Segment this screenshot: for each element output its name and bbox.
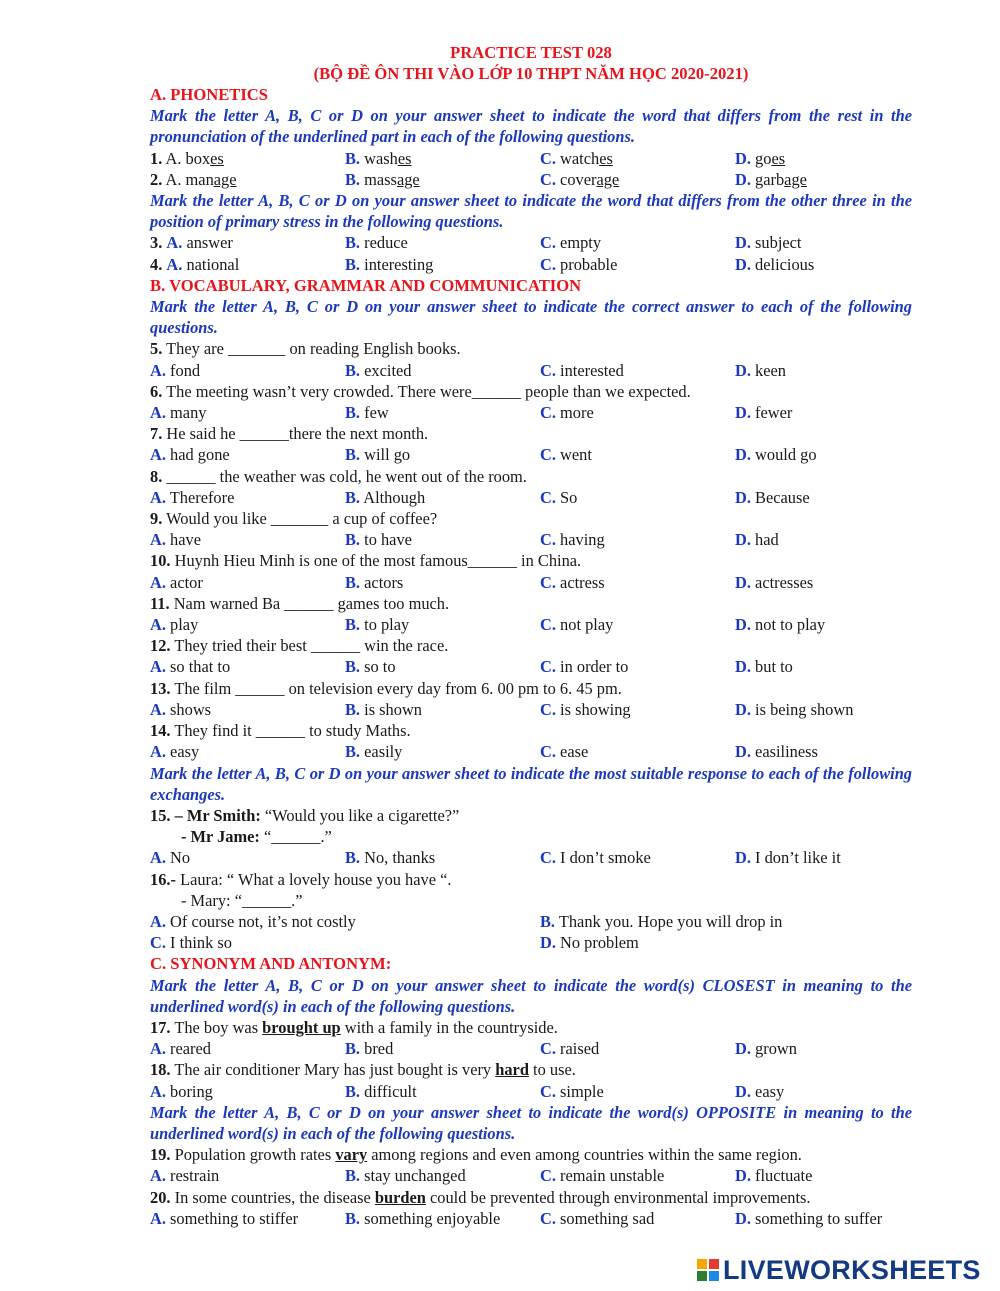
option-11a[interactable]: A. play	[150, 615, 199, 635]
question-10-stem: 10. Huynh Hieu Minh is one of the most famous______ in China.	[150, 551, 582, 571]
option-1a[interactable]: 1. A. boxes	[150, 148, 224, 168]
option-4a[interactable]: 4. A. national	[150, 254, 240, 274]
option-12d[interactable]: D. but to	[735, 657, 793, 677]
option-1b[interactable]: B. washes	[345, 148, 412, 168]
logo-text: LIVEWORKSHEETS	[723, 1254, 981, 1285]
question-17-options	[150, 1038, 912, 1059]
question-2	[150, 169, 912, 190]
option-9c[interactable]: C. having	[540, 530, 605, 550]
option-6a[interactable]: A. many	[150, 403, 207, 423]
option-4c[interactable]: C. probable	[540, 254, 618, 274]
option-20a[interactable]: A. something to stiffer	[150, 1208, 299, 1228]
option-3b[interactable]: B. reduce	[345, 233, 408, 253]
option-7c[interactable]: C. went	[540, 445, 592, 465]
question-5-stem: 5. They are _______ on reading English books.	[150, 339, 461, 359]
question-15-options	[150, 847, 912, 868]
option-10c[interactable]: C. actress	[540, 572, 605, 592]
page-subtitle: (BỘ ĐỀ ÔN THI VÀO LỚP 10 THPT NĂM HỌC 2020-2021)	[313, 64, 749, 83]
question-9-options	[150, 529, 912, 550]
question-19-stem: 19. Population growth rates vary among regions and even among countries within the same region.	[150, 1145, 802, 1165]
logo-square-4	[709, 1271, 719, 1281]
question-10-options	[150, 572, 912, 593]
instruction-opposite: Mark the letter A, B, C or D on your answer sheet to indicate the word(s) OPPOSITE in meaning to the underlined word(s) in each of the following questions.	[150, 1102, 912, 1143]
option-9a[interactable]: A. have	[150, 530, 201, 550]
option-11c[interactable]: C. not play	[540, 615, 614, 635]
question-6-options	[150, 402, 912, 423]
option-20b[interactable]: B. something enjoyable	[345, 1208, 501, 1228]
option-7b[interactable]: B. will go	[345, 445, 411, 465]
question-11-options	[150, 614, 912, 635]
option-10d[interactable]: D. actresses	[735, 572, 814, 592]
option-6c[interactable]: C. more	[540, 403, 594, 423]
option-18b[interactable]: B. difficult	[345, 1081, 417, 1101]
option-19b[interactable]: B. stay unchanged	[345, 1166, 466, 1186]
worksheet-page	[150, 42, 912, 1229]
question-20-options	[150, 1208, 912, 1229]
option-16c[interactable]: C. I think so	[150, 933, 232, 953]
option-9d[interactable]: D. had	[735, 530, 779, 550]
option-3c[interactable]: C. empty	[540, 233, 602, 253]
question-15-line-2: - Mr Jame: “______.”	[181, 827, 332, 847]
logo-square-1	[697, 1259, 707, 1269]
question-19-options	[150, 1165, 912, 1186]
option-6b[interactable]: B. few	[345, 403, 389, 423]
section-heading-synonym-antonym: C. SYNONYM AND ANTONYM:	[150, 954, 392, 974]
option-17d[interactable]: D. grown	[735, 1039, 797, 1059]
option-20c[interactable]: C. something sad	[540, 1208, 655, 1228]
option-17c[interactable]: C. raised	[540, 1039, 600, 1059]
option-5b[interactable]: B. excited	[345, 360, 412, 380]
question-1	[150, 148, 912, 169]
option-18a[interactable]: A. boring	[150, 1081, 213, 1101]
logo-square-2	[709, 1259, 719, 1269]
option-9b[interactable]: B. to have	[345, 530, 412, 550]
option-3a[interactable]: 3. A. answer	[150, 233, 233, 253]
instruction-stress: Mark the letter A, B, C or D on your answer sheet to indicate the word that differs from the other three in the position of primary stress in the following questions.	[150, 191, 912, 232]
option-14a[interactable]: A. easy	[150, 742, 200, 762]
question-7-options	[150, 444, 912, 465]
logo-grid-icon	[697, 1259, 719, 1281]
option-7d[interactable]: D. would go	[735, 445, 817, 465]
option-13d[interactable]: D. is being shown	[735, 699, 854, 719]
question-16-options-row-2	[150, 932, 912, 953]
option-18d[interactable]: D. easy	[735, 1081, 785, 1101]
option-17a[interactable]: A. reared	[150, 1039, 211, 1059]
instruction-response: Mark the letter A, B, C or D on your answer sheet to indicate the most suitable response to each of the following exchanges.	[150, 763, 912, 804]
option-8b[interactable]: B. Although	[345, 487, 426, 507]
option-5a[interactable]: A. fond	[150, 360, 201, 380]
option-14d[interactable]: D. easiliness	[735, 742, 818, 762]
page-title: PRACTICE TEST 028	[450, 43, 612, 62]
logo-square-3	[697, 1271, 707, 1281]
question-17-stem: 17. The boy was brought up with a family in the countryside.	[150, 1017, 558, 1037]
option-15d[interactable]: D. I don’t like it	[735, 848, 841, 868]
option-2d[interactable]: D. garbage	[735, 169, 807, 189]
question-8-options	[150, 487, 912, 508]
question-18-options	[150, 1081, 912, 1102]
option-8d[interactable]: D. Because	[735, 487, 810, 507]
option-19a[interactable]: A. restrain	[150, 1166, 220, 1186]
option-10a[interactable]: A. actor	[150, 572, 203, 592]
question-11-stem: 11. Nam warned Ba ______ games too much.	[150, 593, 450, 613]
question-14-stem: 14. They find it ______ to study Maths.	[150, 721, 411, 741]
question-20-stem: 20. In some countries, the disease burden could be prevented through environmental improvements.	[150, 1187, 811, 1207]
option-13a[interactable]: A. shows	[150, 699, 212, 719]
option-12b[interactable]: B. so to	[345, 657, 396, 677]
question-16-line-1: 16.- Laura: “ What a lovely house you have “.	[150, 869, 452, 889]
option-5c[interactable]: C. interested	[540, 360, 624, 380]
option-15b[interactable]: B. No, thanks	[345, 848, 436, 868]
option-19c[interactable]: C. remain unstable	[540, 1166, 665, 1186]
option-4d[interactable]: D. delicious	[735, 254, 815, 274]
option-15a[interactable]: A. No	[150, 848, 191, 868]
question-6-stem: 6. The meeting wasn’t very crowded. There were______ people than we expected.	[150, 381, 691, 401]
option-1c[interactable]: C. watches	[540, 148, 613, 168]
option-10b[interactable]: B. actors	[345, 572, 404, 592]
option-6d[interactable]: D. fewer	[735, 403, 793, 423]
option-8a[interactable]: A. Therefore	[150, 487, 235, 507]
option-4b[interactable]: B. interesting	[345, 254, 434, 274]
question-14-options	[150, 741, 912, 762]
question-12-options	[150, 656, 912, 677]
option-13c[interactable]: C. is showing	[540, 699, 631, 719]
option-11b[interactable]: B. to play	[345, 615, 410, 635]
question-7-stem: 7. He said he ______there the next month.	[150, 424, 429, 444]
option-16d[interactable]: D. No problem	[540, 933, 639, 953]
option-8c[interactable]: C. So	[540, 487, 578, 507]
question-13-options	[150, 699, 912, 720]
question-8-stem: 8. ______ the weather was cold, he went out of the room.	[150, 466, 527, 486]
question-16-line-2: - Mary: “______.”	[181, 890, 303, 910]
section-heading-vocabulary: B. VOCABULARY, GRAMMAR AND COMMUNICATION	[150, 275, 582, 295]
option-2b[interactable]: B. massage	[345, 169, 420, 189]
option-2c[interactable]: C. coverage	[540, 169, 620, 189]
question-15-line-1: 15. – Mr Smith: “Would you like a cigarette?”	[150, 805, 460, 825]
question-16-options-row-1	[150, 911, 912, 932]
question-9-stem: 9. Would you like _______ a cup of coffee?	[150, 509, 438, 529]
instruction-correct-answer: Mark the letter A, B, C or D on your answer sheet to indicate the correct answer to each of the following questions.	[150, 297, 912, 338]
option-14c[interactable]: C. ease	[540, 742, 589, 762]
option-12c[interactable]: C. in order to	[540, 657, 629, 677]
option-20d[interactable]: D. something to suffer	[735, 1208, 883, 1228]
option-15c[interactable]: C. I don’t smoke	[540, 848, 651, 868]
question-13-stem: 13. The film ______ on television every day from 6. 00 pm to 6. 45 pm.	[150, 678, 622, 698]
question-18-stem: 18. The air conditioner Mary has just bought is very hard to use.	[150, 1060, 576, 1080]
question-12-stem: 12. They tried their best ______ win the race.	[150, 636, 449, 656]
option-19d[interactable]: D. fluctuate	[735, 1166, 813, 1186]
section-heading-phonetics: A. PHONETICS	[150, 85, 269, 104]
instruction-closest: Mark the letter A, B, C or D on your answer sheet to indicate the word(s) CLOSEST in meaning to the underlined word(s) in each of the following questions.	[150, 975, 912, 1016]
option-2a[interactable]: 2. A. manage	[150, 169, 237, 189]
option-16b[interactable]: B. Thank you. Hope you will drop in	[540, 911, 783, 931]
option-14b[interactable]: B. easily	[345, 742, 403, 762]
question-5-options	[150, 360, 912, 381]
option-12a[interactable]: A. so that to	[150, 657, 231, 677]
option-18c[interactable]: C. simple	[540, 1081, 604, 1101]
option-7a[interactable]: A. had gone	[150, 445, 230, 465]
option-17b[interactable]: B. bred	[345, 1039, 394, 1059]
option-16a[interactable]: A. Of course not, it’s not costly	[150, 911, 356, 931]
option-11d[interactable]: D. not to play	[735, 615, 826, 635]
option-5d[interactable]: D. keen	[735, 360, 786, 380]
question-3	[150, 232, 912, 253]
question-4	[150, 254, 912, 275]
option-1d[interactable]: D. goes	[735, 148, 786, 168]
option-13b[interactable]: B. is shown	[345, 699, 422, 719]
liveworksheets-logo[interactable]	[697, 1256, 981, 1284]
instruction-pronunciation: Mark the letter A, B, C or D on your answer sheet to indicate the word that differs from the rest in the pronunciation of the underlined part in each of the following questions.	[150, 106, 912, 147]
option-3d[interactable]: D. subject	[735, 233, 802, 253]
